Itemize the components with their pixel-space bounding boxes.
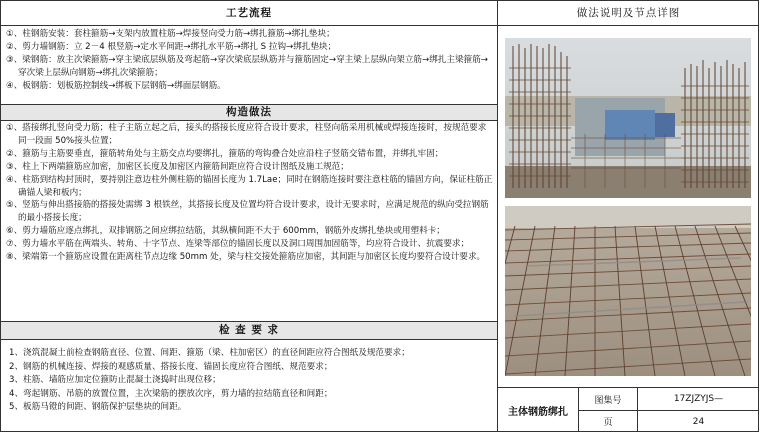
construction-list — [6, 122, 494, 264]
inspection-item: 1、浇筑混凝土前检查钢筋直径、位置、间距、箍筋（梁、柱加密区）的直径间距应符合图纸及规范要求； — [9, 348, 410, 358]
atlas-label: 图集号 — [594, 395, 622, 406]
construction-item: ⑤、竖筋与伸出搭接筋的搭接处需绑 3 根铁丝，其搭接长度及位置均符合设计要求，设计无要求时，应满足规范的纵向受拉钢筋的最小搭接长度； — [6, 200, 489, 224]
page-number: 24 — [692, 416, 705, 427]
inspection-item: 3、柱筋、墙筋应加定位箍防止混凝土浇捣时出现位移； — [9, 375, 221, 386]
page-label: 页 — [603, 418, 613, 428]
column-rebar-photo — [505, 38, 751, 198]
construction-item: ⑦、剪力墙水平筋在两端头、转角、十字节点、连梁等部位的锚固长度以及洞口周围加固筋等，均应符合设计、抗震要求； — [6, 239, 470, 250]
divider — [1, 25, 759, 26]
inspection-item: 5、板筋马镫的间距、钢筋保护层垫块的间距。 — [9, 402, 187, 413]
divider — [1, 120, 497, 121]
process-item: ②、剪力墙钢筋：立 2－4 根竖筋→定水平间距→绑扎水平筋→绑扎 S 拉钩→绑扎垫块； — [6, 41, 337, 52]
inspection-list — [9, 347, 494, 415]
inspection-item: 2、钢筋的机械连接、焊接的观感质量、搭接长度、锚固长度应符合图纸、规范要求； — [9, 361, 333, 372]
construction-item: ④、柱筋到结构封顶时，要持别注意边柱外侧柱筋的锚固长度为 1.7Lae；同时在钢筋连接时要注意柱筋的锚固方向，保证柱筋正确锚人梁和板内； — [6, 174, 493, 198]
atlas-number: 17ZJZYJS— — [673, 394, 724, 404]
slab-rebar-photo — [505, 206, 751, 376]
process-list — [6, 28, 494, 93]
construction-item: ②、箍筋与主筋要垂直，箍筋转角处与主筋交点均要绑扎，箍筋的弯钩叠合处应沿柱子竖筋交错布置，并绑扎牢固； — [6, 148, 444, 159]
construction-item: ⑧、梁端第一个箍筋应设置在距离柱节点边缘 50mm 处，梁与柱交接处箍筋应加密，其间距与加密区长度均要符合设计要求。 — [6, 252, 486, 263]
process-item: ①、柱钢筋安装：套柱箍筋→支架内放置柱筋→焊接竖向受力筋→绑扎箍筋→绑扎垫块； — [6, 29, 335, 39]
process-item: ④、板钢筋：划板筋控制线→绑板下层钢筋→绑面层钢筋。 — [6, 80, 226, 91]
divider — [1, 339, 497, 340]
divider — [497, 1, 498, 432]
construction-item: ③、柱上下两端箍筋应加密，加密区长度及加密区内箍筋间距应符合设计图纸及施工规范； — [6, 161, 349, 172]
process-header: 工艺流程 — [226, 7, 272, 19]
drawing-title: 主体钢筋绑扎 — [508, 406, 568, 418]
construction-header: 构造做法 — [1, 105, 497, 120]
details-header: 做法说明及节点详图 — [576, 7, 681, 19]
inspection-header: 检 查 要 求 — [1, 322, 497, 339]
construction-item: ①、搭接绑扎竖向受力筋；柱子主筋立起之后，接头的搭接长度应符合设计要求，柱竖向筋采用机械或焊接连接时，按规范要求同一段面 50%接头位置； — [6, 123, 487, 146]
process-item: ③、梁钢筋：放主次梁箍筋→穿主梁底层纵筋及弯起筋→穿次梁底层纵筋并与箍筋固定→穿主梁上层纵向架立筋→绑扎主梁箍筋→穿次梁上层纵向钢筋→绑扎次梁箍筋； — [6, 54, 488, 78]
inspection-item: 4、弯起钢筋、吊筋的放置位置，主次梁筋的摆放次序，剪力墙的拉结筋直径和间距； — [9, 388, 333, 399]
construction-item: ⑥、剪力墙筋应逐点绑扎，双排钢筋之间应绑拉结筋，其纵横间距不大于 600mm，钢筋外皮绑扎垫块或用塑料卡； — [6, 226, 445, 237]
